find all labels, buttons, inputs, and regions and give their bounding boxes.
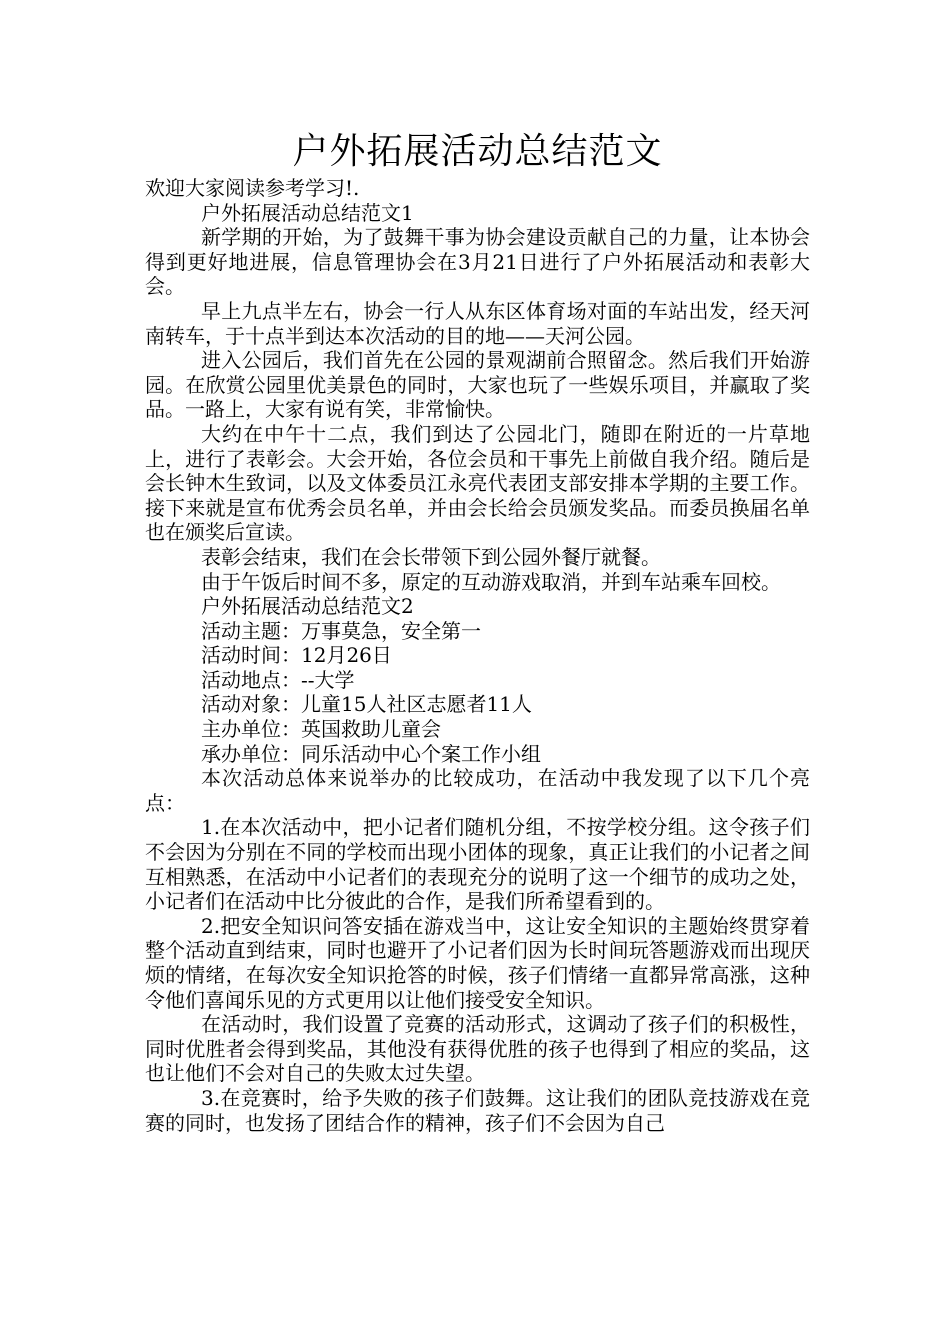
paragraph: 活动主题：万事莫急，安全第一	[201, 618, 481, 643]
paragraph: 户外拓展活动总结范文2	[201, 594, 414, 619]
paragraph: 活动对象：儿童15人社区志愿者11人	[201, 692, 532, 717]
paragraph: 1.在本次活动中，把小记者们随机分组，不按学校分组。这令孩子们不会因为分别在不同的学校而出现小团体的现象，真正让我们的小记者之间互相熟悉，在活动中小记者们的表现充分的说明了这一个细节的成功之处，小记者们在活动中比分彼此的合作，是我们所希望看到的。	[145, 815, 810, 914]
paragraph: 活动时间：12月26日	[201, 643, 392, 668]
paragraph: 活动地点：--大学	[201, 667, 355, 692]
paragraph: 新学期的开始，为了鼓舞干事为协会建设贡献自己的力量，让本协会得到更好地进展，信息管理协会在3月21日进行了户外拓展活动和表彰大会。	[145, 225, 810, 299]
document-page	[145, 128, 810, 1135]
paragraph: 本次活动总体来说举办的比较成功，在活动中我发现了以下几个亮点：	[145, 766, 810, 815]
paragraph: 早上九点半左右，协会一行人从东区体育场对面的车站出发，经天河南转车，于十点半到达本次活动的目的地——天河公园。	[145, 298, 810, 348]
paragraph: 3.在竞赛时，给予失败的孩子们鼓舞。这让我们的团队竞技游戏在竞赛的同时，也发扬了团结合作的精神，孩子们不会因为自己	[145, 1085, 810, 1135]
paragraph: 主办单位：英国救助儿童会	[201, 717, 441, 742]
paragraph: 表彰会结束，我们在会长带领下到公园外餐厅就餐。	[201, 544, 661, 569]
intro-line: 欢迎大家阅读参考学习!.	[145, 176, 360, 200]
paragraph: 大约在中午十二点，我们到达了公园北门，随即在附近的一片草地上，进行了表彰会。大会开始，各位会员和干事先上前做自我介绍。随后是会长钟木生致词，以及文体委员江永亮代表团支部安排本学期的主要工作。接下来就是宣布优秀会员名单，并由会长给会员颁发奖品。而委员换届名单也在颁奖后宣读。	[145, 421, 810, 545]
paragraph: 2.把安全知识问答安插在游戏当中，这让安全知识的主题始终贯穿着整个活动直到结束，同时也避开了小记者们因为长时间玩答题游戏而出现厌烦的情绪，在每次安全知识抢答的时候，孩子们情绪一直都异常高涨，这种令他们喜闻乐见的方式更用以让他们接受安全知识。	[145, 913, 810, 1012]
document-title: 户外拓展活动总结范文	[292, 131, 663, 172]
paragraph: 户外拓展活动总结范文1	[201, 200, 414, 225]
paragraph: 承办单位：同乐活动中心个案工作小组	[201, 741, 541, 766]
paragraph: 由于午饭后时间不多，原定的互动游戏取消，并到车站乘车回校。	[201, 569, 781, 594]
paragraph: 进入公园后，我们首先在公园的景观湖前合照留念。然后我们开始游园。在欣赏公园里优美景色的同时，大家也玩了一些娱乐项目，并赢取了奖品。一路上，大家有说有笑，非常愉快。	[145, 348, 810, 422]
paragraph: 在活动时，我们设置了竞赛的活动形式，这调动了孩子们的积极性，同时优胜者会得到奖品，其他没有获得优胜的孩子也得到了相应的奖品，这也让他们不会对自己的失败太过失望。	[145, 1012, 810, 1086]
